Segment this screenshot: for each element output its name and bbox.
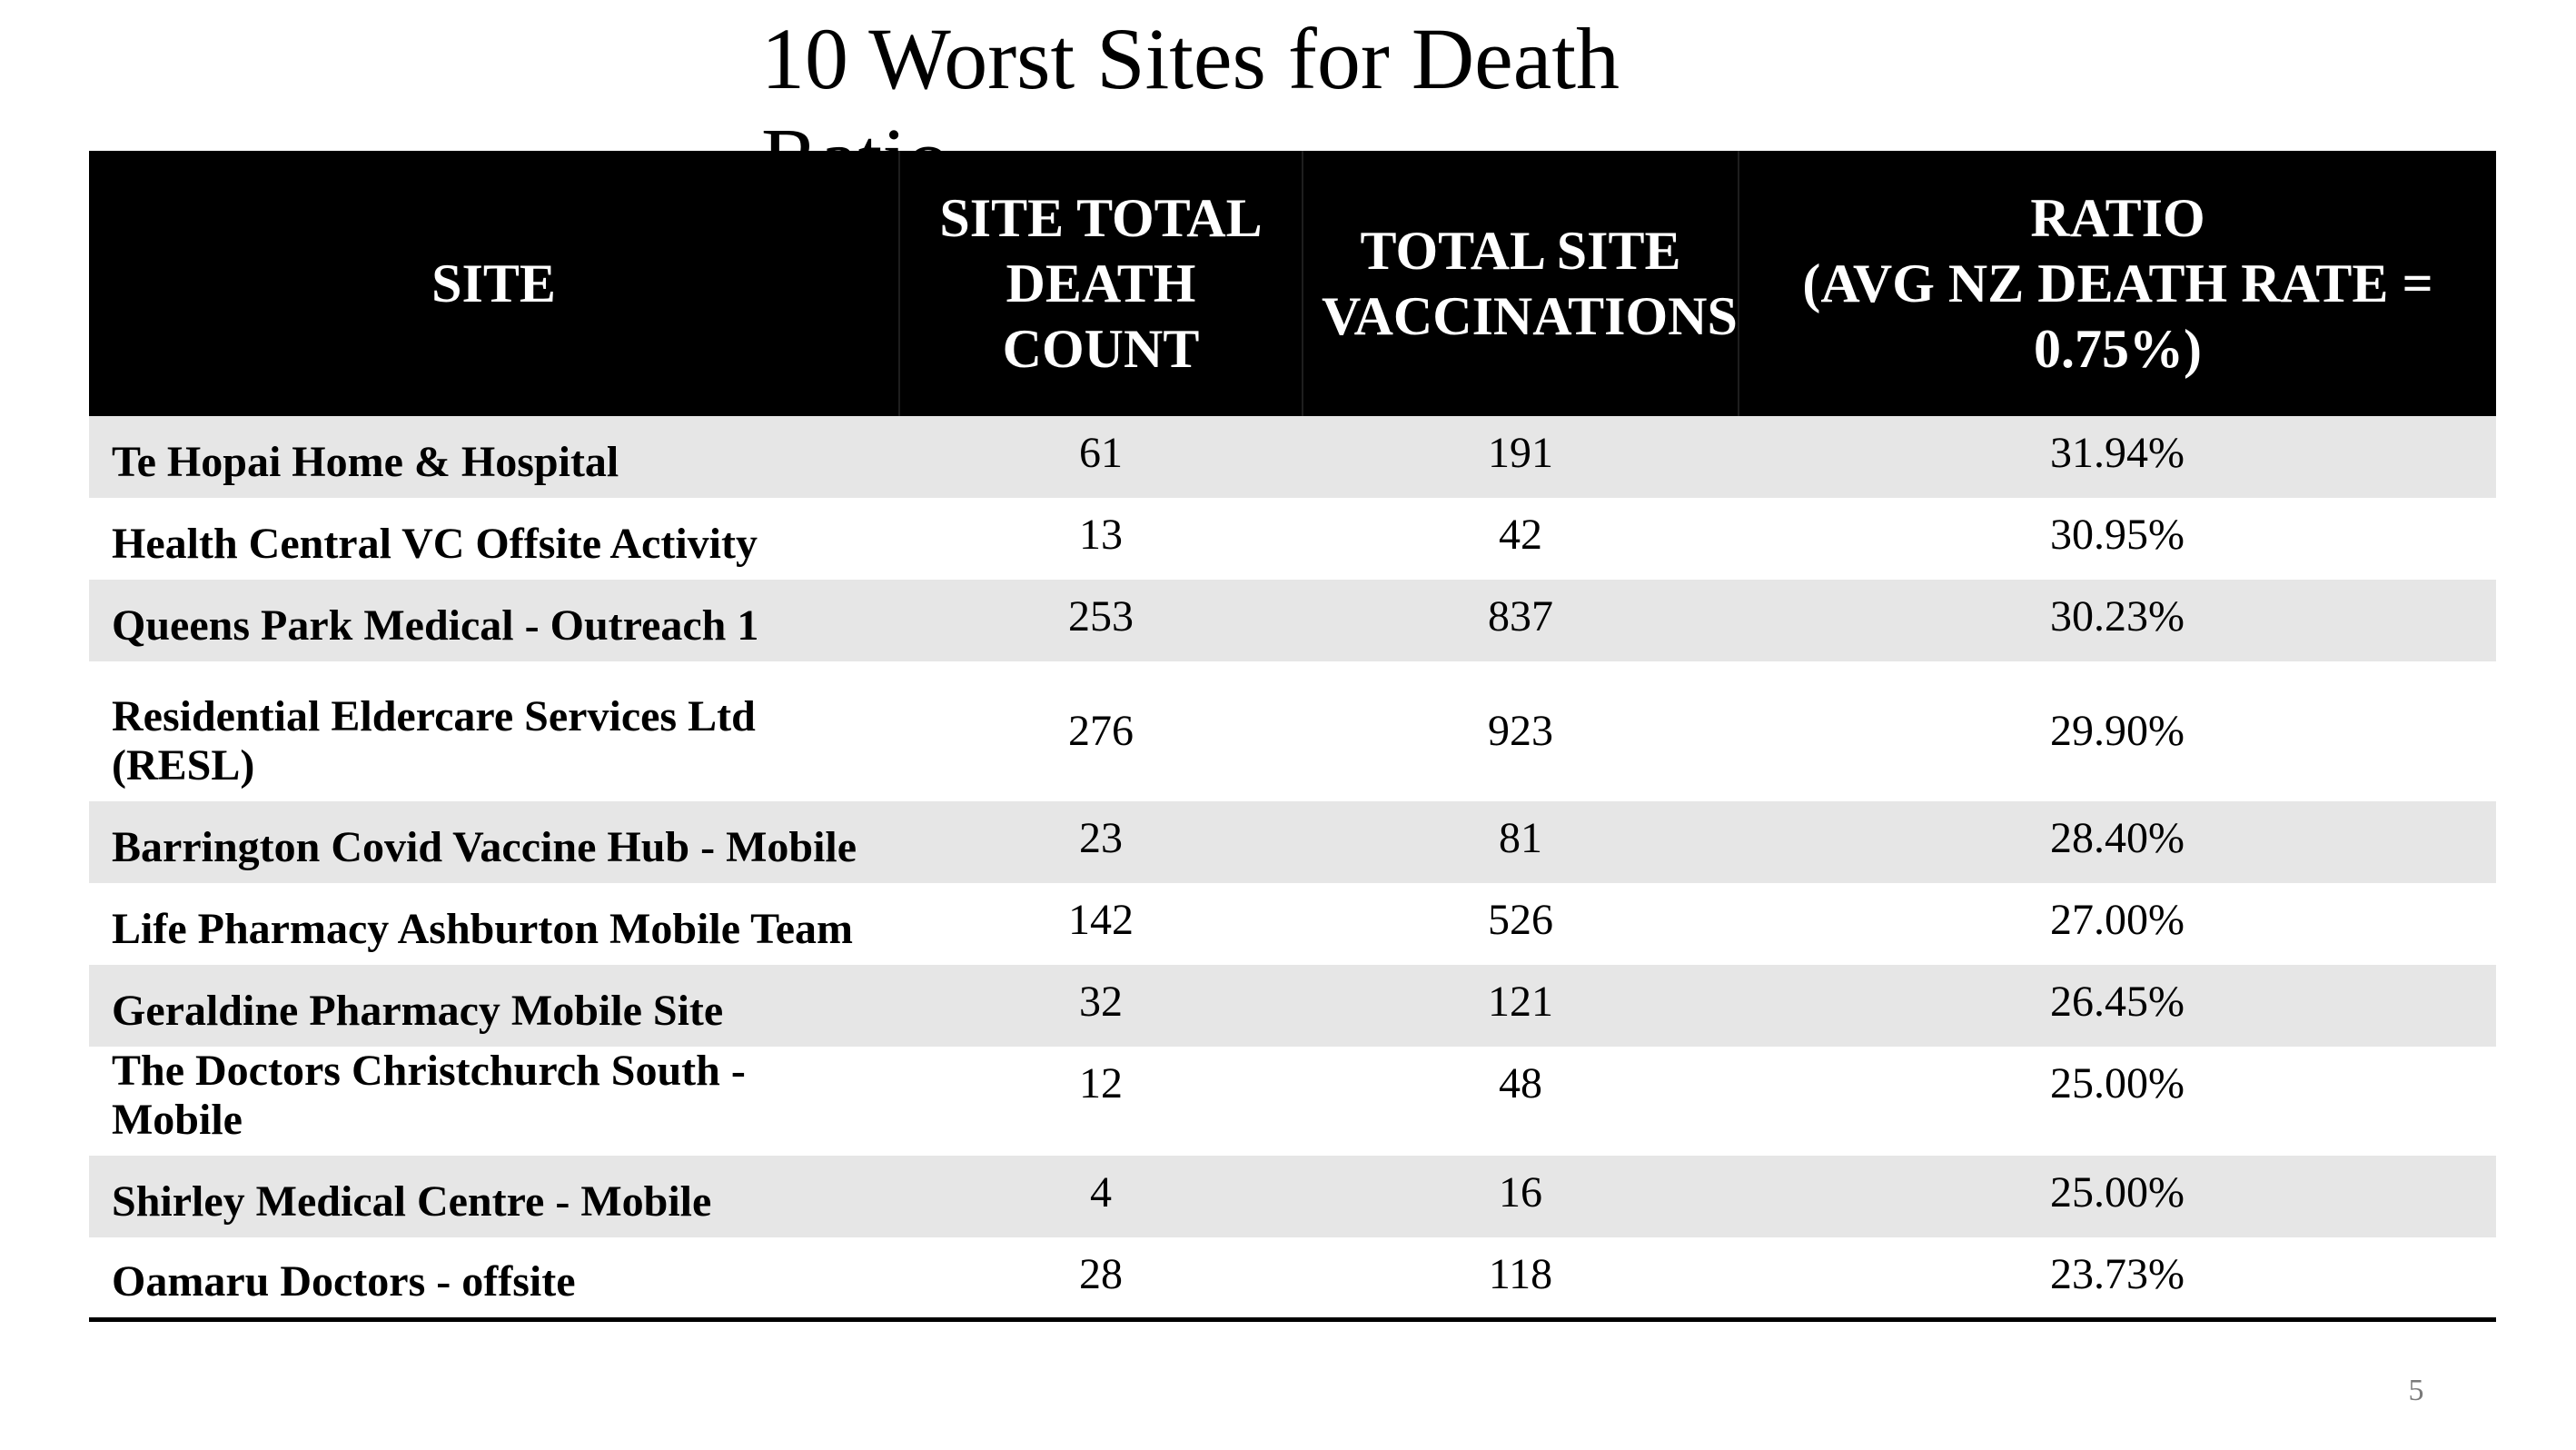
- vaccination-count: 191: [1488, 429, 1553, 477]
- header-site: SITE: [89, 151, 899, 416]
- site-name: Shirley Medical Centre - Mobile: [112, 1177, 712, 1226]
- death-count: 276: [1068, 707, 1134, 755]
- header-ratio: [1739, 151, 2496, 416]
- table-header: [89, 151, 2496, 416]
- header-row: [89, 151, 2496, 416]
- death-count: 142: [1068, 896, 1134, 944]
- site-name: The Doctors Christchurch South - Mobile: [112, 1047, 746, 1144]
- vaccination-count: 923: [1488, 707, 1553, 755]
- death-ratio: 25.00%: [2050, 1168, 2185, 1217]
- vaccination-count: 837: [1488, 592, 1553, 641]
- site-name: Life Pharmacy Ashburton Mobile Team: [112, 905, 854, 953]
- death-count: 12: [1079, 1059, 1123, 1107]
- table-row: [89, 498, 2496, 580]
- header-ratio-label: RATIO: [2030, 188, 2205, 248]
- death-ratio-table-container: [89, 151, 2496, 1322]
- table-row: [89, 1237, 2496, 1319]
- death-count: 4: [1090, 1168, 1112, 1217]
- table-row: [89, 965, 2496, 1047]
- table-body: [89, 416, 2496, 1319]
- site-name: Oamaru Doctors - offsite: [112, 1256, 576, 1306]
- header-death-count: SITE TOTAL DEATH COUNT: [899, 151, 1303, 416]
- table-row: [89, 1047, 2496, 1156]
- vaccination-count: 526: [1488, 896, 1553, 944]
- table-row: [89, 661, 2496, 801]
- death-ratio: 23.73%: [2050, 1250, 2185, 1298]
- site-name: Queens Park Medical - Outreach 1: [112, 601, 759, 650]
- death-ratio: 28.40%: [2050, 814, 2185, 862]
- header-ratio-note: (AVG NZ DEATH RATE = 0.75%): [1802, 253, 2433, 379]
- site-name: Residential Eldercare Services Ltd (RESL): [112, 692, 756, 790]
- death-count: 13: [1079, 511, 1123, 559]
- death-count: 253: [1068, 592, 1134, 641]
- death-count: 61: [1079, 429, 1123, 477]
- table-row: [89, 416, 2496, 498]
- death-ratio: 30.95%: [2050, 511, 2185, 559]
- death-ratio: 31.94%: [2050, 429, 2185, 477]
- death-count: 28: [1079, 1250, 1123, 1298]
- death-ratio: 27.00%: [2050, 896, 2185, 944]
- death-ratio-table: [89, 151, 2496, 1322]
- table-row: [89, 580, 2496, 661]
- vaccination-count: 118: [1488, 1250, 1553, 1298]
- death-ratio: 25.00%: [2050, 1059, 2185, 1107]
- vaccination-count: 48: [1499, 1059, 1542, 1107]
- vaccination-count: 42: [1499, 511, 1542, 559]
- table-row: [89, 883, 2496, 965]
- vaccination-count: 121: [1488, 978, 1553, 1026]
- table-row: [89, 1156, 2496, 1237]
- vaccination-count: 16: [1499, 1168, 1542, 1217]
- table-row: [89, 801, 2496, 883]
- death-ratio: 26.45%: [2050, 978, 2185, 1026]
- header-vaccinations: TOTAL SITE VACCINATIONS: [1303, 151, 1739, 416]
- site-name: Barrington Covid Vaccine Hub - Mobile: [112, 823, 857, 871]
- site-name: Geraldine Pharmacy Mobile Site: [112, 987, 724, 1035]
- page-number: 5: [2408, 1374, 2424, 1407]
- death-count: 32: [1079, 978, 1123, 1026]
- death-ratio: 29.90%: [2050, 707, 2185, 755]
- site-name: Health Central VC Offsite Activity: [112, 520, 758, 568]
- death-ratio: 30.23%: [2050, 592, 2185, 641]
- death-count: 23: [1079, 814, 1123, 862]
- slide-title: 10 Worst Sites for Death Ratio: [761, 10, 1620, 207]
- vaccination-count: 81: [1499, 814, 1542, 862]
- site-name: Te Hopai Home & Hospital: [112, 438, 619, 486]
